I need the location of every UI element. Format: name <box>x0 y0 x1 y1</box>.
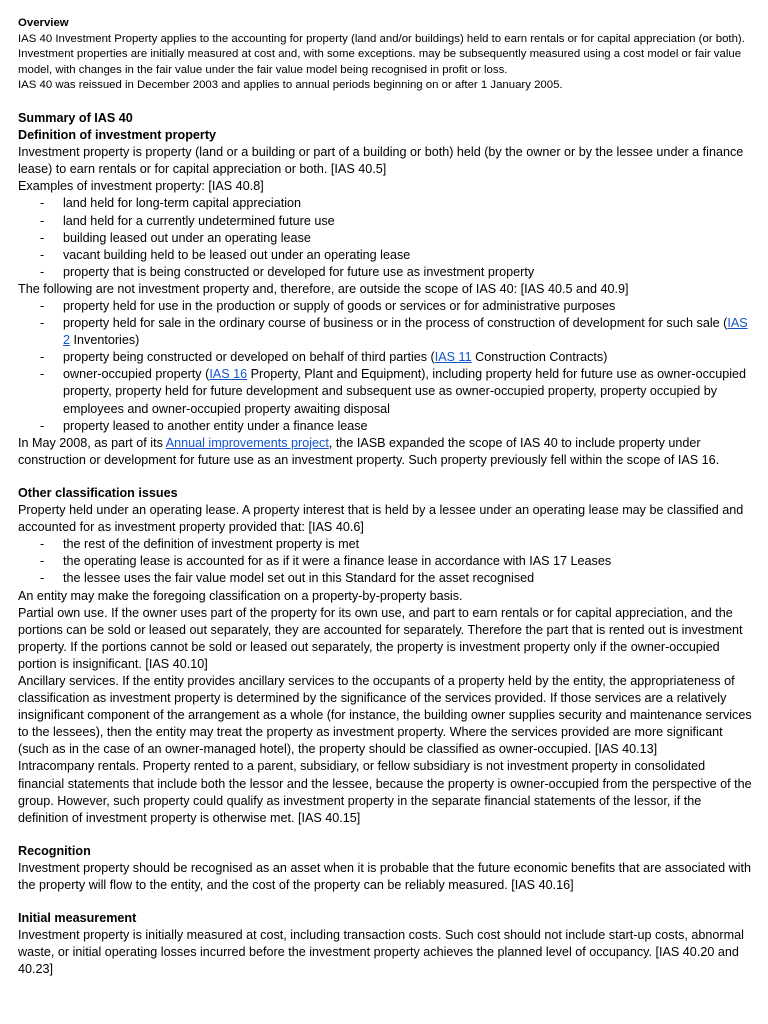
list-item: - vacant building held to be leased out under an operating lease <box>63 247 752 264</box>
list-item: - property that is being constructed or developed for future use as investment property <box>63 264 752 281</box>
paragraph-text: In May 2008, as part of its <box>18 435 166 450</box>
overview-section <box>18 16 752 94</box>
list-item: - property held for use in the production or supply of goods or services or for administrative purposes <box>63 298 752 315</box>
not-investment-list <box>18 298 752 435</box>
list-item <box>63 349 752 366</box>
list-item-text: Property, Plant and Equipment), including property held for future use as owner-occupied property, property held for future development and subsequent use as owner-occupied property, property occupied by employees and owner-occupied property awaiting disposal <box>63 367 747 416</box>
not-investment-intro: The following are not investment property and, therefore, are outside the scope of IAS 40: [IAS 40.5 and 40.9] <box>18 281 629 296</box>
intracompany-rentals-paragraph: Intracompany rentals. Property rented to a parent, subsidiary, or fellow subsidiary is not investment property in consolidated financial statements that include both the lessor and the lessee, because the property is owner-occupied from the perspective of the group. However, such property could qualify as investment property in the separate financial statements of the lessor, if the definition of investment property is otherwise met. [IAS 40.15] <box>18 759 752 825</box>
list-item-text: property being constructed or developed on behalf of third parties ( <box>63 350 435 365</box>
spacer <box>18 894 752 910</box>
list-item: - land held for long-term capital appreciation <box>63 195 752 212</box>
classification-basis-paragraph: An entity may make the foregoing classification on a property-by-property basis. <box>18 588 463 603</box>
overview-reissue-paragraph: IAS 40 was reissued in December 2003 and applies to annual periods beginning on or after 1 January 2005. <box>18 79 563 92</box>
spacer <box>18 827 752 843</box>
list-item-text: property held for sale in the ordinary course of business or in the process of construction of development for such sale ( <box>63 316 728 331</box>
list-item <box>63 315 752 349</box>
list-item-text: owner-occupied property ( <box>63 367 210 382</box>
examples-intro: Examples of investment property: [IAS 40.8] <box>18 179 264 194</box>
list-item: - the operating lease is accounted for as if it were a finance lease in accordance with IAS 17 Leases <box>63 553 752 570</box>
definition-heading: Definition of investment property <box>18 128 217 143</box>
annual-improvements-link[interactable]: Annual improvements project <box>165 435 329 450</box>
operating-lease-list <box>18 536 752 587</box>
operating-lease-paragraph: Property held under an operating lease. A property interest that is held by a lessee under an operating lease may be classified and accounted for as investment property provided that: [IAS 40.6] <box>18 503 744 535</box>
examples-list <box>18 195 752 280</box>
summary-section <box>18 110 752 469</box>
recognition-text: Investment property should be recognised as an asset when it is probable that the future economic benefits that are associated with the property will flow to the entity, and the cost of the property can be reliably measured. [IAS 40.16] <box>18 860 751 892</box>
list-item-text: Inventories) <box>70 333 140 348</box>
list-item: - building leased out under an operating lease <box>63 230 752 247</box>
ancillary-services-paragraph: Ancillary services. If the entity provides ancillary services to the occupants of a property held by the entity, the appropriateness of classification as investment property is determined by the significance of the services provided. If those services are a relatively insignificant component of the arrangement as a whole (for instance, the building owner supplies security and maintenance services to the lessees), then the entity may treat the property as investment property. Where the services provided are more significant (such as in the case of an owner-managed hotel), the property should be classified as owner-occupied. [IAS 40.13] <box>18 673 752 757</box>
spacer <box>18 94 752 110</box>
partial-own-use-paragraph: Partial own use. If the owner uses part of the property for its own use, and part to earn rentals or for capital appreciation, and the portions can be sold or leased out separately, they are accounted for separately. Therefore the part that is rented out is investment property. If the portions cannot be sold or leased out separately, the property is investment property only if the owner-occupied portion is insignificant. [IAS 40.10] <box>18 605 743 671</box>
recognition-heading: Recognition <box>18 843 91 858</box>
initial-measurement-section <box>18 910 752 978</box>
may-2008-paragraph <box>18 435 752 469</box>
list-item: - the lessee uses the fair value model set out in this Standard for the asset recognised <box>63 570 752 587</box>
definition-text: Investment property is property (land or a building or part of a building or both) held (by the owner or by the lessee under a finance lease) to earn rentals or for capital appreciation or both. [IAS 40.5] <box>18 145 744 177</box>
list-item <box>63 366 752 417</box>
ias-2-link[interactable]: IAS 2 <box>63 316 748 348</box>
initial-measurement-text: Investment property is initially measured at cost, including transaction costs. Such cost should not include start-up costs, abnormal waste, or initial operating losses incurred before the investment property achieves the planned level of occupancy. [IAS 40.20 and 40.23] <box>18 928 744 977</box>
list-item: - the rest of the definition of investment property is met <box>63 536 752 553</box>
other-classification-section <box>18 485 752 827</box>
paragraph-text: , the IASB expanded the scope of IAS 40 to include property under construction or development for future use as an investment property. Such property previously fell within the scope of IAS 16. <box>18 435 720 467</box>
recognition-section <box>18 843 752 894</box>
other-classification-heading: Other classification issues <box>18 485 178 500</box>
initial-measurement-heading: Initial measurement <box>18 911 137 926</box>
list-item: - property leased to another entity under a finance lease <box>63 418 752 435</box>
list-item: - land held for a currently undetermined future use <box>63 213 752 230</box>
overview-paragraph: IAS 40 Investment Property applies to the accounting for property (land and/or buildings) held to earn rentals or for capital appreciation (or both). Investment properties are initially measured at cost and, with some exceptions. may be subsequently measured using a cost model or fair value model, with changes in the fair value under the fair value model being recognised in profit or loss. <box>18 32 745 76</box>
spacer <box>18 469 752 485</box>
overview-heading: Overview <box>18 17 69 29</box>
summary-heading: Summary of IAS 40 <box>18 110 133 125</box>
list-item-text: Construction Contracts) <box>471 350 608 365</box>
ias-11-link[interactable]: IAS 11 <box>434 350 472 365</box>
ias-16-link[interactable]: IAS 16 <box>209 367 248 382</box>
